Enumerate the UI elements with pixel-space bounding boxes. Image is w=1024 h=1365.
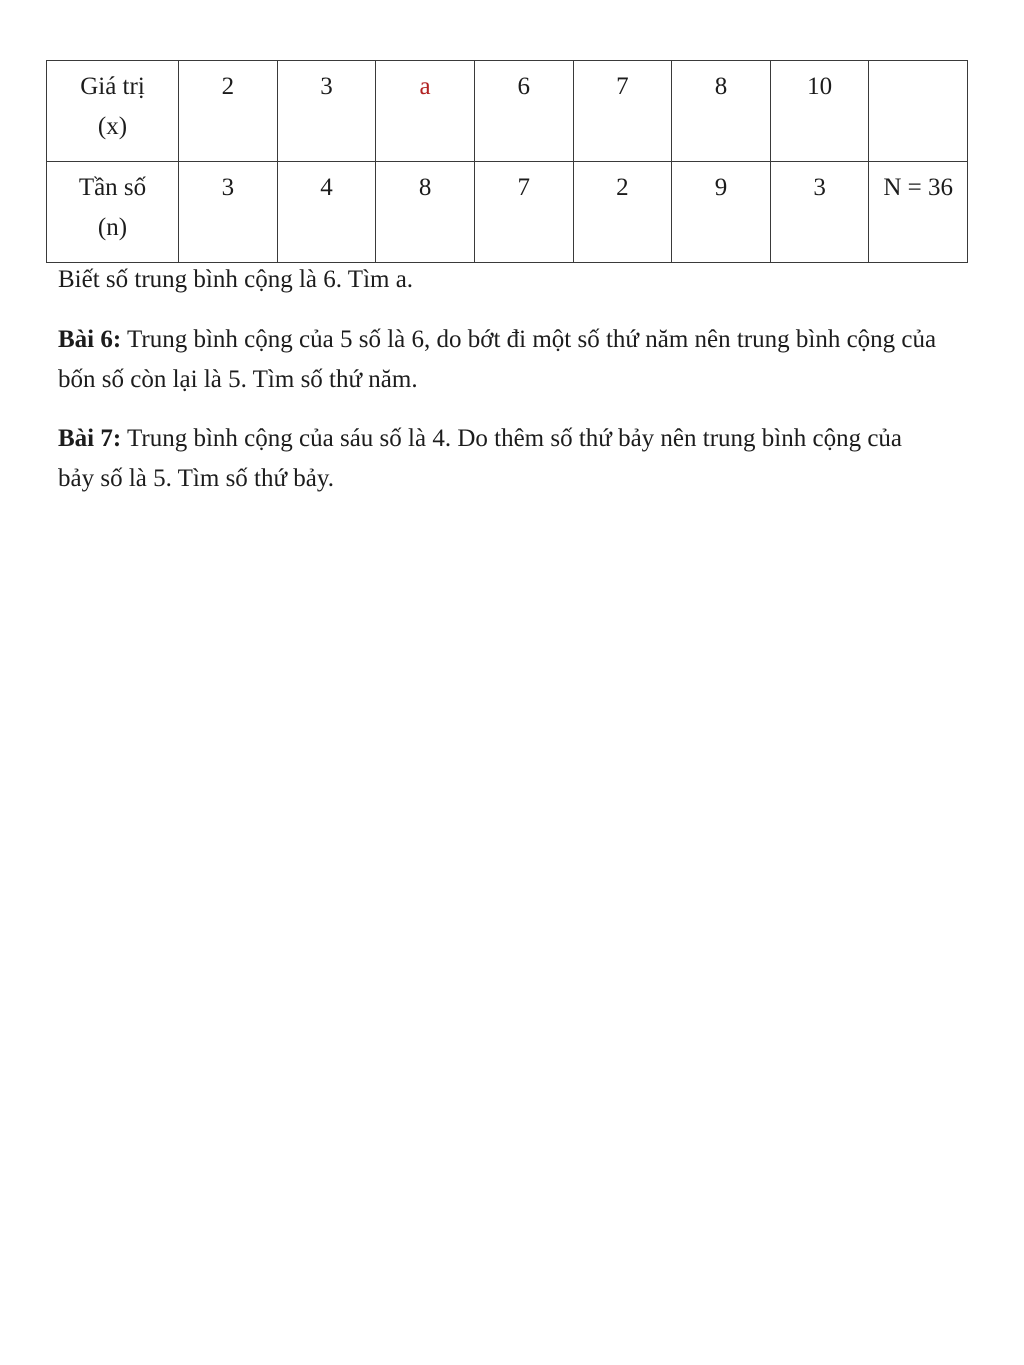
frequency-cell: 9: [672, 162, 771, 263]
frequency-cell: 4: [277, 162, 376, 263]
row-header-frequencies-label: Tần số: [78, 174, 147, 201]
value-cell: 7: [573, 61, 672, 162]
value-cell-unknown: a: [376, 61, 475, 162]
exercise-7: [58, 419, 938, 499]
value-cell-empty: [869, 61, 968, 162]
row-header-frequencies: [47, 162, 179, 263]
frequency-cell: 3: [179, 162, 278, 263]
frequency-table: [46, 60, 968, 263]
frequency-cell: 2: [573, 162, 672, 263]
table-note: Biết số trung bình cộng là 6. Tìm a.: [58, 266, 414, 293]
table-row-frequencies: [47, 162, 968, 263]
value-cell: 6: [474, 61, 573, 162]
value-cell: 8: [672, 61, 771, 162]
exercise-7-title: Bài 7:: [58, 425, 122, 452]
exercise-6-title: Bài 6:: [58, 326, 122, 353]
value-cell: 2: [179, 61, 278, 162]
exercise-7-text: Trung bình cộng của sáu số là 4. Do thêm số thứ bảy nên trung bình cộng của bảy số là 5. Tìm số thứ bảy.: [58, 425, 903, 492]
frequency-cell: 3: [770, 162, 869, 263]
frequency-cell: 7: [474, 162, 573, 263]
frequency-cell: 8: [376, 162, 475, 263]
value-cell: 3: [277, 61, 376, 162]
exercise-6: [58, 320, 938, 400]
value-cell: 10: [770, 61, 869, 162]
frequency-total-cell: N = 36: [869, 162, 968, 263]
row-header-frequencies-symbol: (n): [97, 214, 128, 241]
row-header-values: [47, 61, 179, 162]
exercise-6-text: Trung bình cộng của 5 số là 6, do bớt đi một số thứ năm nên trung bình cộng của bốn số còn lại là 5. Tìm số thứ năm.: [58, 326, 937, 393]
row-header-values-label: Giá trị: [80, 73, 145, 100]
table-row-values: [47, 61, 968, 162]
row-header-values-symbol: (x): [97, 113, 128, 140]
